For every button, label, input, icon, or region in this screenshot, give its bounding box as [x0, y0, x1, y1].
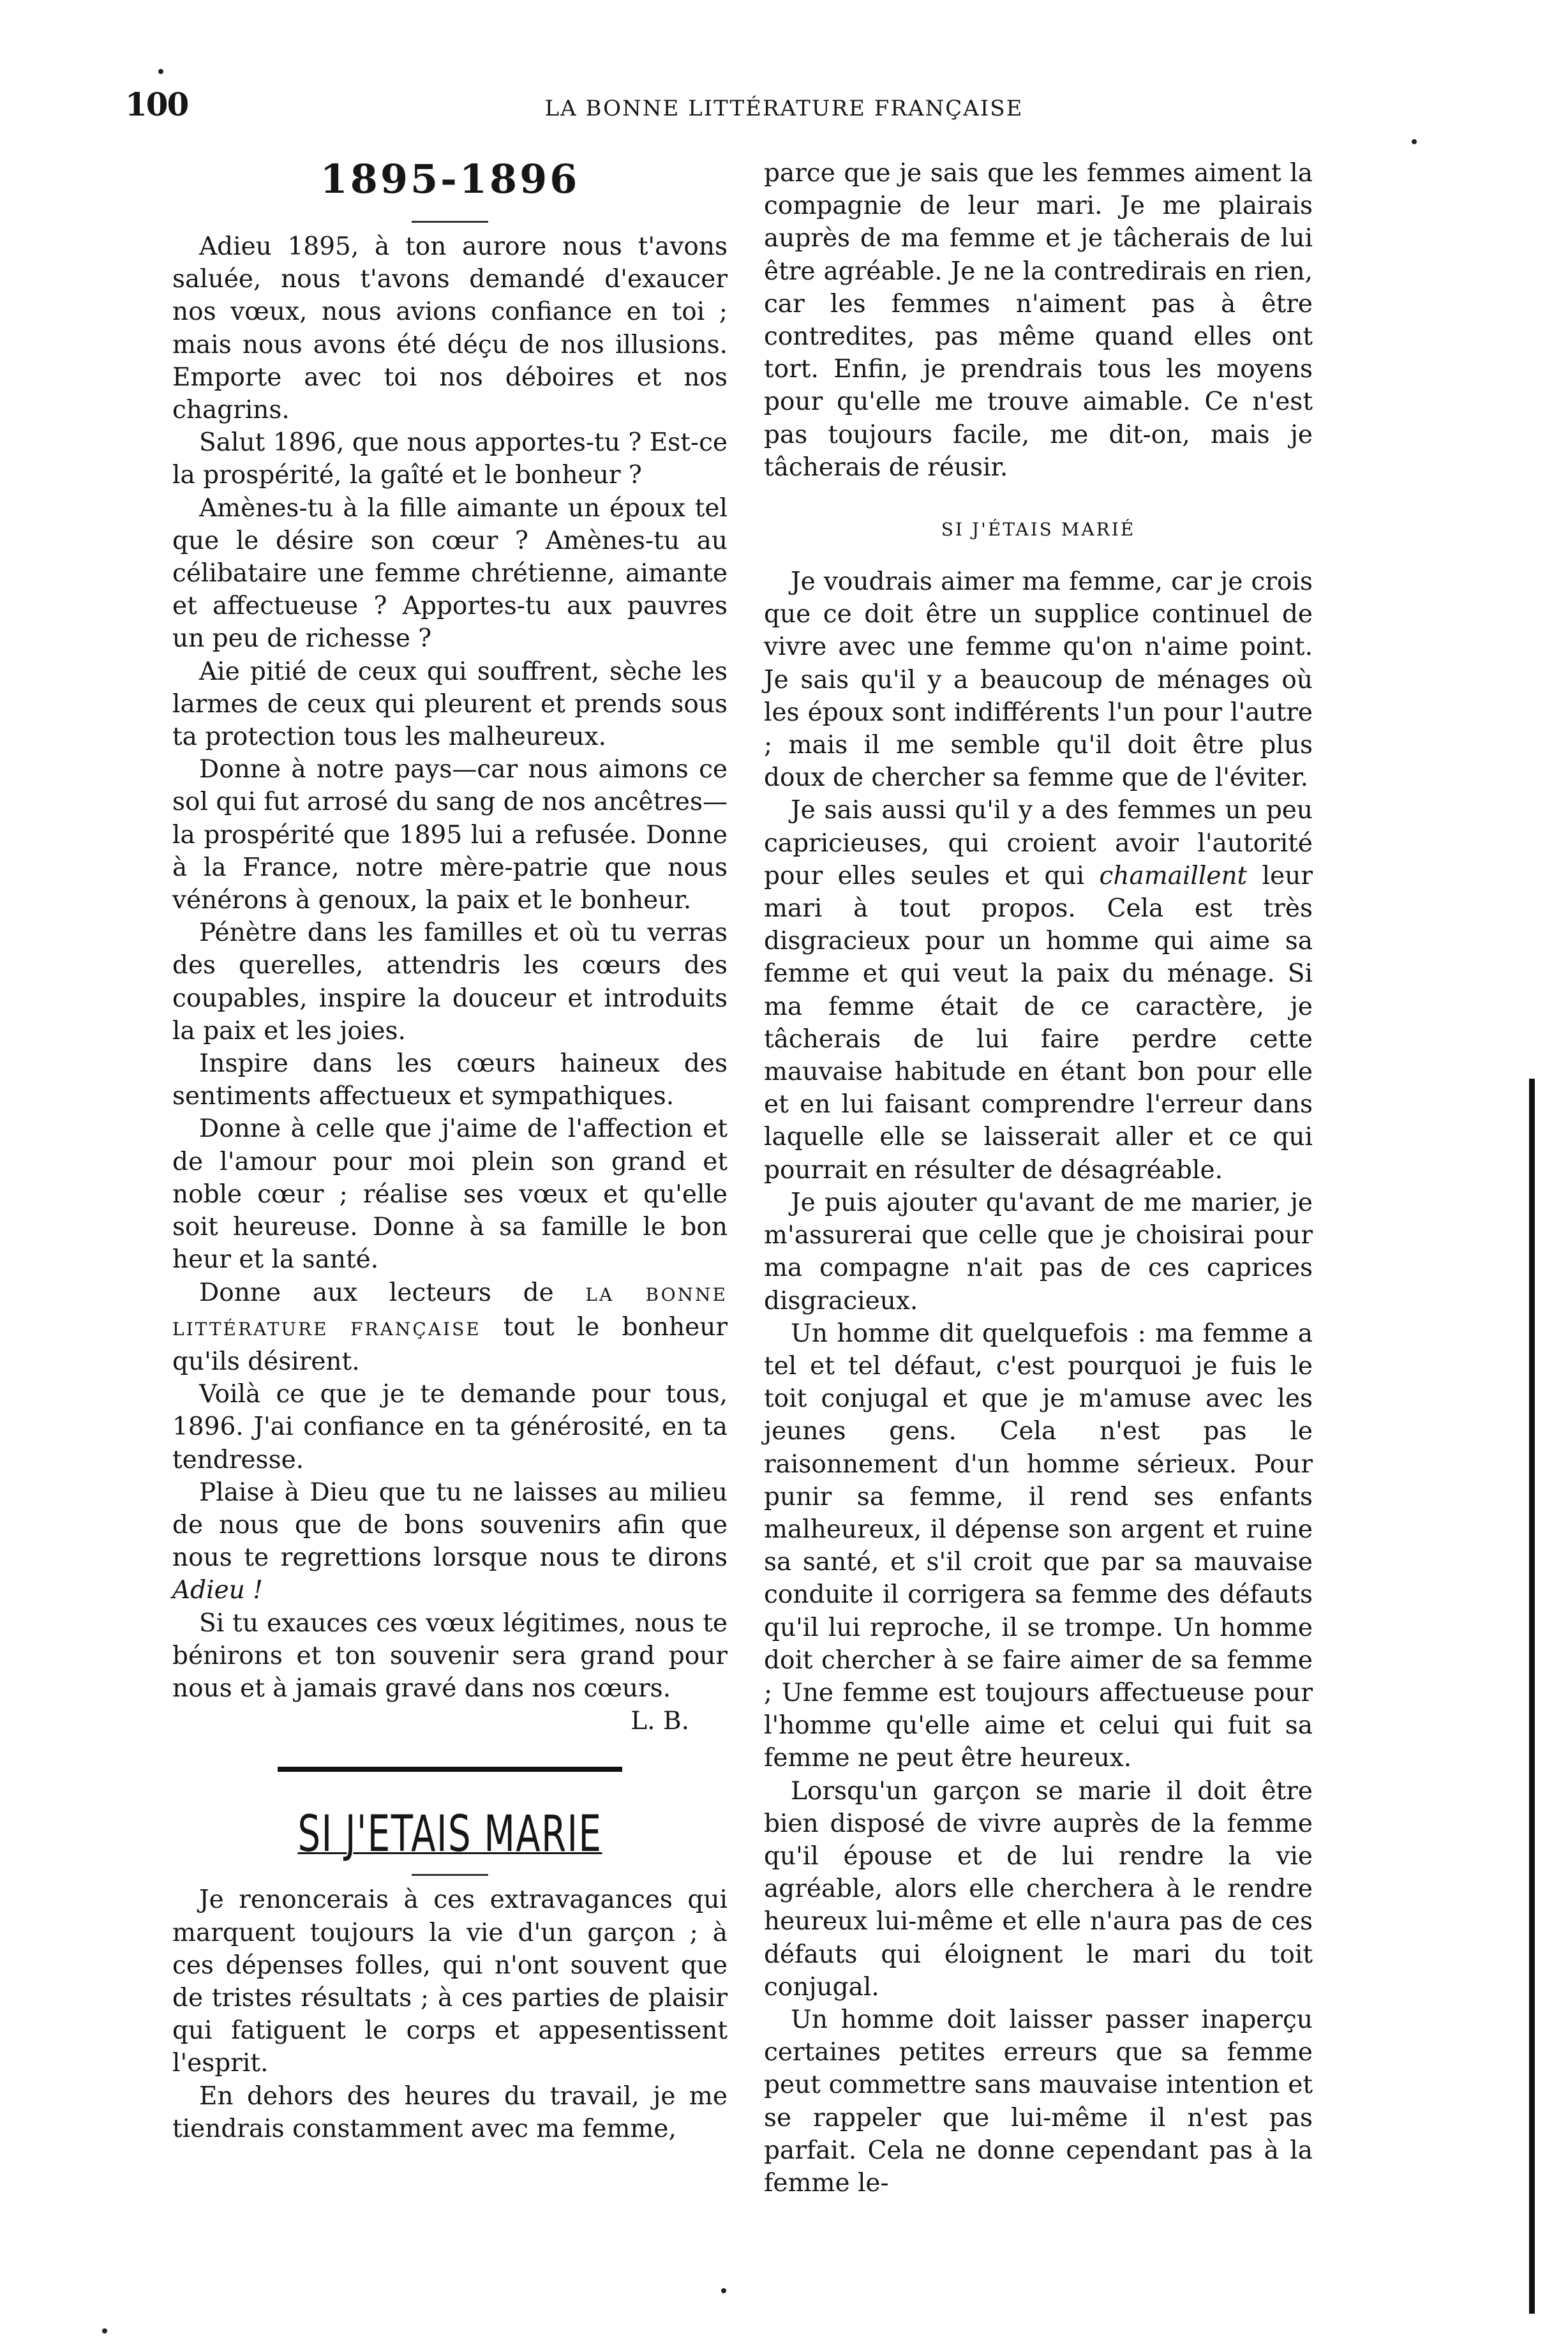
paragraph: Voilà ce que je te demande pour tous, 1896. J'ai confiance en ta générosité, en ta tendresse.	[172, 1380, 728, 1474]
paragraph: Je puis ajouter qu'avant de me marier, je m'assurerai que celle que je choisirai pour ma compagne n'ait pas de ces caprices disgracieux.	[764, 1188, 1313, 1315]
paragraph: Je voudrais aimer ma femme, car je crois que ce doit être un supplice continuel de vivre avec une femme qu'on n'aime point. Je sais qu'il y a beaucoup de ménages où les époux sont indifférents l'un pour l'autre ; mais il me semble qu'il doit être plus doux de chercher sa femme que de l'éviter.	[764, 567, 1313, 793]
running-title: LA BONNE LITTÉRATURE FRANÇAISE	[544, 96, 1024, 121]
paragraph-text: Donne aux lecteurs de	[199, 1278, 554, 1307]
paragraph: Aie pitié de ceux qui souffrent, sèche les larmes de ceux qui pleurent et prends sous ta protection tous les malheureux.	[172, 657, 728, 752]
print-speck	[102, 2328, 107, 2333]
section-separator	[278, 1767, 622, 1772]
paragraph-text: Plaise à Dieu que tu ne laisses au milieu de nous que de bons souvenirs afin que nous te regrettions lorsque nous te dirons	[172, 1478, 728, 1573]
paragraph: Pénètre dans les familles et où tu verras des querelles, attendris les cœurs des coupables, inspire la douceur et introduits la paix et les joies.	[172, 918, 728, 1045]
left-column	[172, 157, 728, 2145]
paragraph: Donne à notre pays—car nous aimons ce sol qui fut arrosé du sang de nos ancêtres—la prospérité que 1895 lui a refusée. Donne à la France, notre mère-patrie que nous vénérons à genoux, la paix et le bonheur.	[172, 755, 728, 915]
journal-name-smallcaps: LA BONNE LITTÉRATURE FRANÇAISE	[172, 1284, 728, 1340]
paragraph	[764, 794, 1313, 1186]
paragraph: Un homme doit laisser passer inaperçu certaines petites erreurs que sa femme peut commettre sans mauvaise intention et se rappeler que lui-même il n'est pas parfait. Cela ne donne cependant pas à la femme le-	[764, 2005, 1313, 2198]
paragraph: Lorsqu'un garçon se marie il doit être bien disposé de vivre auprès de la femme qu'il épouse et de lui rendre la vie agréable, alors elle cherchera à le rendre heureux lui-même et elle n'aura pas de ces défauts qui éloignent le mari du toit conjugal.	[764, 1776, 1313, 2002]
paragraph	[172, 1277, 728, 1379]
paragraph-text: leur mari à tout propos. Cela est très disgracieux pour un homme qui aime sa femme et qui veut la paix du ménage. Si ma femme était de ce caractère, je tâcherais de lui faire perdre cette mauvaise habitude en étant bon pour elle et en lui faisant comprendre l'erreur dans laquelle elle se laisserait aller et ce qui pourrait en résulter de désagréable.	[764, 861, 1313, 1185]
print-speck	[721, 2288, 726, 2293]
print-speck	[1412, 139, 1417, 144]
paragraph-text: tout le bonheur qu'ils désirent.	[172, 1312, 728, 1376]
paragraph: Adieu 1895, à ton aurore nous t'avons saluée, nous t'avons demandé d'exaucer nos vœux, nous avions confiance en toi ; mais nous avons été déçu de nos illusions. Emporte avec toi nos déboires et nos chagrins.	[172, 232, 728, 425]
paragraph: Je renoncerais à ces extravagances qui marquent toujours la vie d'un garçon ; à ces dépenses folles, qui n'ont souvent que de tristes résultats ; à ces parties de plaisir qui fatiguent le corps et appesentissent l'esprit.	[172, 1885, 728, 2078]
paragraph: Inspire dans les cœurs haineux des sentiments affectueux et sympathiques.	[172, 1049, 728, 1111]
scan-edge-bar	[1529, 1079, 1535, 2314]
paragraph: Amènes-tu à la fille aimante un époux tel que le désire son cœur ? Amènes-tu au célibataire une femme chrétienne, aimante et affectueuse ? Apportes-tu aux pauvres un peu de richesse ?	[172, 493, 728, 654]
italic-adieu: Adieu !	[172, 1576, 263, 1605]
section-heading: SI J'ÉTAIS MARIÉ	[941, 519, 1136, 541]
print-speck	[158, 69, 163, 74]
article-title-si-jetais-marie: SI J'ETAIS MARIE	[297, 1806, 602, 1864]
paragraph: En dehors des heures du travail, je me tiendrais constamment avec ma femme,	[172, 2081, 728, 2143]
paragraph: Si tu exauces ces vœux légitimes, nous te bénirons et ton souvenir sera grand pour nous et à jamais gravé dans nos cœurs.	[172, 1608, 728, 1703]
title-divider	[412, 1874, 488, 1876]
italic-word: chamaillent	[1099, 861, 1248, 890]
signature: L. B.	[631, 1707, 689, 1736]
paragraph: Salut 1896, que nous apportes-tu ? Est-ce la prospérité, la gaîté et le bonheur ?	[172, 428, 728, 490]
page-number: 100	[125, 86, 188, 123]
paragraph: Donne à celle que j'aime de l'affection et de l'amour pour moi plein son grand et noble cœur ; réalise ses vœux et qu'elle soit heureuse. Donne à sa famille le bon heur et la santé.	[172, 1114, 728, 1275]
right-column	[764, 157, 1313, 2199]
title-divider	[412, 221, 488, 223]
article-title-1895-1896: 1895-1896	[320, 156, 580, 202]
paragraph-continued: parce que je sais que les femmes aiment la compagnie de leur mari. Je me plairais auprès de ma femme et je tâcherais de lui être agréable. Je ne la contredirais en rien, car les femmes n'aiment pas à être contredites, pas même quand elles ont tort. Enfin, je prendrais tous les moyens pour qu'elle me trouve aimable. Ce n'est pas toujours facile, me dit-on, mais je tâcherais de réusir.	[764, 159, 1313, 482]
paragraph-text: Je sais aussi qu'il y a des femmes un peu capricieuses, qui croient avoir l'autorité pour elles seules et qui	[764, 796, 1313, 890]
paragraph: Un homme dit quelquefois : ma femme a tel et tel défaut, c'est pourquoi je fuis le toit conjugal et que je m'amuse avec les jeunes gens. Cela n'est pas le raisonnement d'un homme sérieux. Pour punir sa femme, il rend ses enfants malheureux, il dépense son argent et ruine sa santé, et s'il croit que par sa mauvaise conduite il corrigera sa femme des défauts qu'il lui reproche, il se trompe. Un homme doit chercher à se faire aimer de sa femme ; Une femme est toujours affectueuse pour l'homme qu'elle aime et celui qui fuit sa femme ne peut être heureux.	[764, 1319, 1313, 1773]
paragraph	[172, 1476, 728, 1607]
